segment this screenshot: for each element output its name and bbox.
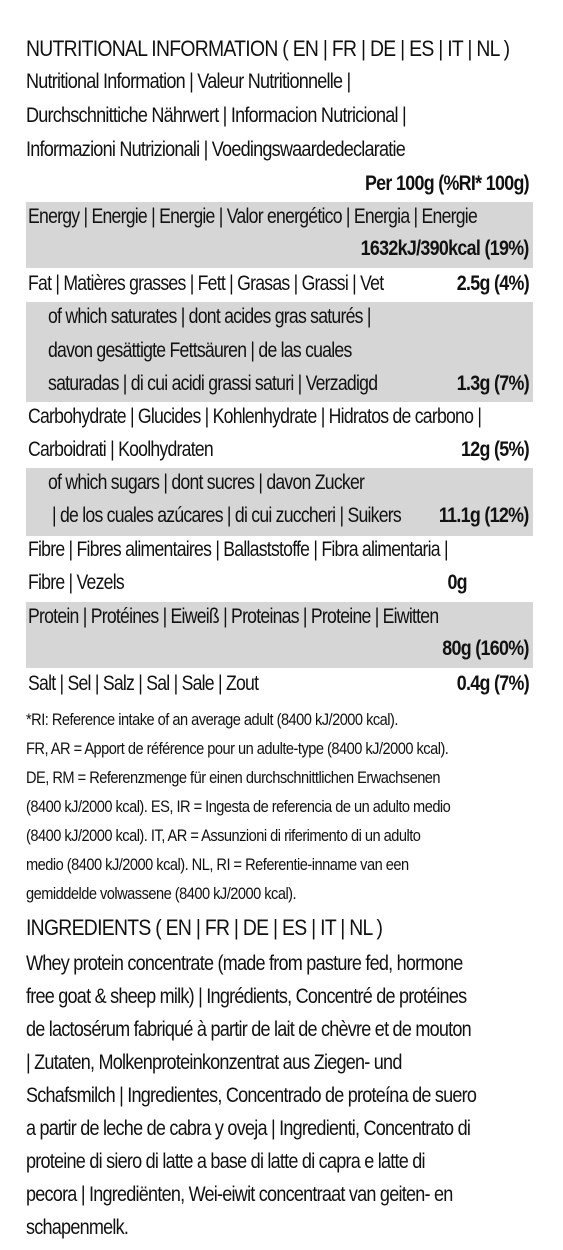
nutrient-value: 80g (160%) <box>442 637 529 660</box>
ingredients-line: | Zutaten, Molkenproteinkonzentrat aus Ziegen- und <box>26 1051 402 1074</box>
ingredients-line: pecora | Ingrediënten, Wei-eiwit concentraat van geiten- en <box>26 1183 453 1206</box>
nutrition-subtitle-line: Informazioni Nutrizionali | Voedingswaardedeclaratie <box>26 138 406 161</box>
reference-intake-note: (8400 kJ/2000 kcal). ES, IR = Ingesta de referencia de un adulto medio <box>26 797 451 816</box>
ingredients-line: free goat & sheep milk) | Ingrédients, Concentré de protéines <box>26 985 467 1008</box>
nutrition-title: NUTRITIONAL INFORMATION ( EN | FR | DE | ES | IT | NL ) <box>26 36 510 61</box>
reference-intake-note: DE, RM = Referenzmenge für einen durchschnittlichen Erwachsenen <box>26 768 441 787</box>
nutrient-value: 0.4g (7%) <box>456 672 529 695</box>
nutrient-label: davon gesättigte Fettsäuren | de las cuales <box>48 339 352 362</box>
reference-intake-note: (8400 kJ/2000 kcal). IT, AR = Assunzioni di riferimento di un adulto <box>26 826 421 845</box>
nutrient-label: of which saturates | dont acides gras saturés | <box>48 305 371 328</box>
nutrient-value: 2.5g (4%) <box>456 272 529 295</box>
nutrient-label: Energy | Energie | Energie | Valor energético | Energia | Energie <box>28 205 478 228</box>
nutrient-label: Fibre | Vezels <box>28 571 124 594</box>
nutrient-label: Protein | Protéines | Eiweiß | Proteinas | Proteine | Eiwitten <box>28 605 439 628</box>
reference-intake-note: FR, AR = Apport de référence pour un adulte-type (8400 kJ/2000 kcal). <box>26 739 449 758</box>
nutrient-value: 12g (5%) <box>461 438 529 461</box>
nutrient-label: saturadas | di cui acidi grassi saturi | Verzadigd <box>48 372 378 395</box>
ingredients-line: schapenmelk. <box>26 1216 129 1239</box>
nutrient-label: Fibre | Fibres alimentaires | Ballaststoffe | Fibra alimentaria | <box>28 538 448 561</box>
nutrient-value: 1632kJ/390kcal (19%) <box>360 237 529 260</box>
nutrition-subtitle-line: Durchschnittiche Nährwert | Informacion Nutricional | <box>26 104 406 127</box>
nutrient-label: Salt | Sel | Salz | Sal | Sale | Zout <box>28 672 259 695</box>
nutrient-label: Fat | Matières grasses | Fett | Grasas | Grassi | Vet <box>28 272 384 295</box>
nutrient-label: Carbohydrate | Glucides | Kohlenhydrate | Hidratos de carbono | <box>28 405 482 428</box>
ingredients-title: INGREDIENTS ( EN | FR | DE | ES | IT | NL ) <box>26 915 383 940</box>
ingredients-line: a partir de leche de cabra y oveja | Ingredienti, Concentrato di <box>26 1117 471 1140</box>
ingredients-line: proteine di siero di latte a base di latte di capra e latte di <box>26 1150 425 1173</box>
reference-intake-note: medio (8400 kJ/2000 kcal). NL, RI = Referentie-inname van een <box>26 855 409 874</box>
nutrient-value: 0g <box>447 571 467 594</box>
nutrient-label: of which sugars | dont sucres | davon Zucker <box>48 471 365 494</box>
reference-intake-note: *RI: Reference intake of an average adult (8400 kJ/2000 kcal). <box>26 710 398 729</box>
nutrition-subtitle-line: Nutritional Information | Valeur Nutritionnelle | <box>26 70 351 93</box>
nutrient-label: | de los cuales azúcares | di cui zuccheri | Suikers <box>52 504 401 527</box>
ingredients-line: Whey protein concentrate (made from pasture fed, hormone <box>26 952 463 975</box>
reference-intake-note: gemiddelde volwassene (8400 kJ/2000 kcal). <box>26 884 297 903</box>
ingredients-line: Schafsmilch | Ingredientes, Concentrado de proteína de suero <box>26 1084 477 1107</box>
nutrient-label: Carboidrati | Koolhydraten <box>28 438 213 461</box>
nutrient-value: 11.1g (12%) <box>439 504 529 527</box>
per-100g-header: Per 100g (%RI* 100g) <box>365 172 529 195</box>
ingredients-line: de lactosérum fabriqué à partir de lait de chèvre et de mouton <box>26 1018 471 1041</box>
nutrient-value: 1.3g (7%) <box>456 372 529 395</box>
